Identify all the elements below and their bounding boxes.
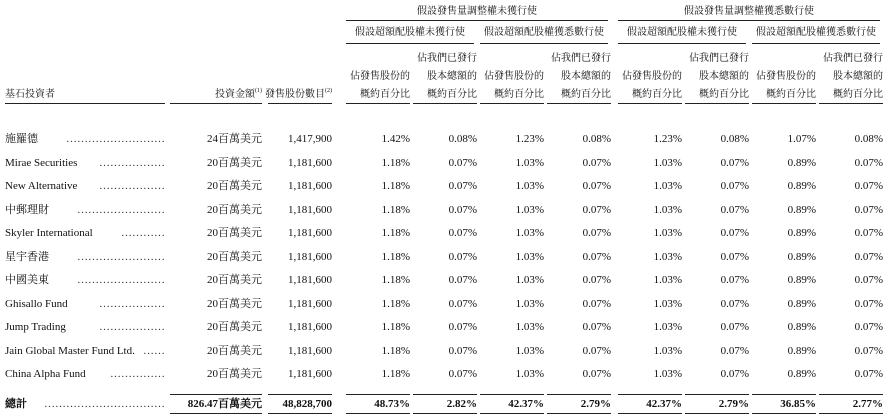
pct-value-8: 0.07% <box>854 227 883 239</box>
header-rule-pct-3 <box>480 103 544 104</box>
total-rule-shares <box>268 394 332 395</box>
pct-value-2: 0.07% <box>448 251 477 263</box>
header-rule-shares <box>268 103 332 104</box>
pct-value-6: 0.07% <box>720 321 749 333</box>
pct-value-4: 0.07% <box>582 298 611 310</box>
total-rule-amount <box>170 394 262 395</box>
pct-value-3: 1.03% <box>515 368 544 380</box>
pct-value-8: 0.07% <box>854 274 883 286</box>
pct-value-6: 0.07% <box>720 180 749 192</box>
pct-value-3: 1.03% <box>515 204 544 216</box>
header-rule-pct-5 <box>618 103 682 104</box>
sub-rule-4 <box>752 43 880 44</box>
column-header-amount <box>170 88 262 101</box>
header-rule-pct-7 <box>752 103 816 104</box>
pct-col-header-8-line-2: 股本總額的 <box>833 71 883 82</box>
pct-value-7: 0.89% <box>787 251 816 263</box>
pct-value-1: 1.18% <box>381 274 410 286</box>
pct-value-4: 0.07% <box>582 157 611 169</box>
offer-shares: 1,181,600 <box>288 227 332 239</box>
pct-value-1: 1.42% <box>381 133 410 145</box>
pct-col-header-8-line-3: 概約百分比 <box>833 89 883 100</box>
sub-header-1: 假設超額配股權未獲行使 <box>355 27 465 38</box>
investment-amount: 20百萬美元 <box>207 251 262 263</box>
pct-value-1: 1.18% <box>381 321 410 333</box>
total-pct-2: 2.82% <box>446 398 477 410</box>
pct-value-4: 0.08% <box>582 133 611 145</box>
investment-amount: 20百萬美元 <box>207 368 262 380</box>
sub-header-4: 假設超額配股權獲悉數行使 <box>756 27 876 38</box>
pct-value-5: 1.03% <box>653 274 682 286</box>
pct-value-2: 0.07% <box>448 227 477 239</box>
amount-label: 投資金額 <box>215 89 255 100</box>
total-shares: 48,828,700 <box>282 398 332 410</box>
column-header-shares <box>262 88 332 101</box>
total-pct-6: 2.79% <box>718 398 749 410</box>
pct-value-5: 1.03% <box>653 368 682 380</box>
pct-value-8: 0.08% <box>854 133 883 145</box>
pct-value-5: 1.03% <box>653 204 682 216</box>
pct-value-2: 0.08% <box>448 133 477 145</box>
header-rule-pct-1 <box>346 103 410 104</box>
leader-dots: …………………… <box>77 204 165 216</box>
pct-value-6: 0.07% <box>720 368 749 380</box>
pct-value-4: 0.07% <box>582 345 611 357</box>
total-rule-pct-2 <box>413 394 477 395</box>
pct-value-4: 0.07% <box>582 368 611 380</box>
total-pct-4: 2.79% <box>580 398 611 410</box>
pct-value-3: 1.03% <box>515 274 544 286</box>
pct-value-6: 0.07% <box>720 345 749 357</box>
header-rule-investor <box>5 103 165 104</box>
investment-amount: 24百萬美元 <box>207 133 262 145</box>
sub-rule-2 <box>480 43 608 44</box>
investment-amount: 20百萬美元 <box>207 204 262 216</box>
offer-shares: 1,181,600 <box>288 298 332 310</box>
leader-dots: ……………………… <box>66 133 165 145</box>
total-underline-pct-6 <box>685 413 749 414</box>
leader-dots: ………… <box>121 227 165 239</box>
pct-value-1: 1.18% <box>381 251 410 263</box>
pct-value-2: 0.07% <box>448 368 477 380</box>
offer-shares: 1,181,600 <box>288 321 332 333</box>
total-rule-pct-8 <box>819 394 883 395</box>
pct-value-2: 0.07% <box>448 298 477 310</box>
offer-shares: 1,181,600 <box>288 345 332 357</box>
pct-col-header-4-line-2: 股本總額的 <box>561 71 611 82</box>
investor-name: 中國美東 <box>5 274 49 286</box>
pct-value-6: 0.07% <box>720 251 749 263</box>
total-label: 總計 <box>5 398 27 410</box>
header-rule-pct-2 <box>413 103 477 104</box>
total-underline-pct-2 <box>413 413 477 414</box>
pct-col-header-5-line-2: 概約百分比 <box>632 89 682 100</box>
pct-value-2: 0.07% <box>448 157 477 169</box>
sub-header-2: 假設超額配股權獲悉數行使 <box>484 27 604 38</box>
total-rule-pct-6 <box>685 394 749 395</box>
pct-value-1: 1.18% <box>381 368 410 380</box>
offer-shares: 1,417,900 <box>288 133 332 145</box>
pct-value-1: 1.18% <box>381 345 410 357</box>
pct-col-header-2-line-1: 佔我們已發行 <box>417 53 477 64</box>
pct-value-7: 0.89% <box>787 227 816 239</box>
header-rule-pct-6 <box>685 103 749 104</box>
total-underline-pct-8 <box>819 413 883 414</box>
pct-value-6: 0.07% <box>720 274 749 286</box>
header-rule-pct-4 <box>547 103 611 104</box>
pct-value-5: 1.03% <box>653 298 682 310</box>
sub-rule-1 <box>346 43 474 44</box>
group-header-not-exercised: 假設發售量調整權未獲行使 <box>417 6 537 17</box>
pct-value-8: 0.07% <box>854 180 883 192</box>
pct-value-7: 0.89% <box>787 321 816 333</box>
investor-name: Mirae Securities <box>5 157 78 169</box>
pct-value-1: 1.18% <box>381 204 410 216</box>
total-underline-pct-4 <box>547 413 611 414</box>
offer-shares: 1,181,600 <box>288 251 332 263</box>
leader-dots: ……………… <box>99 298 165 310</box>
shares-label: 發售股份數目 <box>265 89 325 100</box>
pct-value-5: 1.03% <box>653 345 682 357</box>
pct-col-header-6-line-1: 佔我們已發行 <box>689 53 749 64</box>
pct-col-header-6-line-3: 概約百分比 <box>699 89 749 100</box>
pct-value-8: 0.07% <box>854 345 883 357</box>
pct-value-1: 1.18% <box>381 227 410 239</box>
pct-col-header-1-line-1: 佔發售股份的 <box>350 71 410 82</box>
pct-value-3: 1.03% <box>515 298 544 310</box>
investor-name: 施羅德 <box>5 133 38 145</box>
pct-col-header-1-line-2: 概約百分比 <box>360 89 410 100</box>
pct-value-8: 0.07% <box>854 368 883 380</box>
pct-value-4: 0.07% <box>582 274 611 286</box>
group-rule-a <box>346 20 608 21</box>
pct-value-5: 1.03% <box>653 157 682 169</box>
pct-value-4: 0.07% <box>582 251 611 263</box>
investment-amount: 20百萬美元 <box>207 180 262 192</box>
pct-col-header-4-line-1: 佔我們已發行 <box>551 53 611 64</box>
leader-dots: …………… <box>110 368 165 380</box>
group-header-fully-exercised: 假設發售量調整權獲悉數行使 <box>684 6 814 17</box>
pct-value-2: 0.07% <box>448 180 477 192</box>
total-underline-pct-7 <box>752 413 816 414</box>
investor-name: New Alternative <box>5 180 78 192</box>
pct-value-8: 0.07% <box>854 298 883 310</box>
offer-shares: 1,181,600 <box>288 368 332 380</box>
pct-value-4: 0.07% <box>582 204 611 216</box>
header-rule-amount <box>170 103 262 104</box>
total-pct-8: 2.77% <box>852 398 883 410</box>
pct-value-8: 0.07% <box>854 157 883 169</box>
pct-value-1: 1.18% <box>381 298 410 310</box>
total-leader-dots: …………………………… <box>44 398 165 410</box>
pct-value-8: 0.07% <box>854 251 883 263</box>
pct-col-header-2-line-3: 概約百分比 <box>427 89 477 100</box>
pct-value-3: 1.03% <box>515 251 544 263</box>
pct-value-5: 1.03% <box>653 321 682 333</box>
pct-col-header-7-line-2: 概約百分比 <box>766 89 816 100</box>
pct-value-5: 1.23% <box>653 133 682 145</box>
sub-rule-3 <box>618 43 746 44</box>
pct-value-3: 1.03% <box>515 180 544 192</box>
investor-name: Skyler International <box>5 227 93 239</box>
pct-col-header-6-line-2: 股本總額的 <box>699 71 749 82</box>
pct-value-3: 1.03% <box>515 321 544 333</box>
pct-value-6: 0.07% <box>720 157 749 169</box>
leader-dots: ……………… <box>99 180 165 192</box>
total-rule-pct-5 <box>618 394 682 395</box>
pct-value-5: 1.03% <box>653 251 682 263</box>
pct-value-6: 0.07% <box>720 298 749 310</box>
sub-header-3: 假設超額配股權未獲行使 <box>627 27 737 38</box>
pct-col-header-8-line-1: 佔我們已發行 <box>823 53 883 64</box>
total-pct-3: 42.37% <box>508 398 544 410</box>
pct-value-1: 1.18% <box>381 157 410 169</box>
header-rule-pct-8 <box>819 103 883 104</box>
pct-value-7: 0.89% <box>787 180 816 192</box>
pct-value-4: 0.07% <box>582 180 611 192</box>
pct-value-7: 0.89% <box>787 298 816 310</box>
investor-name: Ghisallo Fund <box>5 298 68 310</box>
pct-value-7: 0.89% <box>787 274 816 286</box>
total-rule-pct-7 <box>752 394 816 395</box>
pct-value-2: 0.07% <box>448 274 477 286</box>
pct-value-3: 1.03% <box>515 157 544 169</box>
pct-value-3: 1.23% <box>515 133 544 145</box>
offer-shares: 1,181,600 <box>288 274 332 286</box>
pct-value-8: 0.07% <box>854 204 883 216</box>
investor-name: Jump Trading <box>5 321 66 333</box>
leader-dots: ……………… <box>99 157 165 169</box>
leader-dots: …………………… <box>77 274 165 286</box>
pct-value-7: 0.89% <box>787 204 816 216</box>
investment-amount: 20百萬美元 <box>207 227 262 239</box>
pct-col-header-3-line-2: 概約百分比 <box>494 89 544 100</box>
investor-name: China Alpha Fund <box>5 368 86 380</box>
pct-value-3: 1.03% <box>515 345 544 357</box>
pct-value-8: 0.07% <box>854 321 883 333</box>
leader-dots: ……………… <box>99 321 165 333</box>
pct-col-header-3-line-1: 佔發售股份的 <box>484 71 544 82</box>
pct-value-1: 1.18% <box>381 180 410 192</box>
total-underline-amount <box>170 413 262 414</box>
group-rule-b <box>618 20 880 21</box>
offer-shares: 1,181,600 <box>288 157 332 169</box>
total-underline-pct-5 <box>618 413 682 414</box>
amount-footnote-ref: (1) <box>255 88 262 94</box>
total-pct-1: 48.73% <box>374 398 410 410</box>
pct-col-header-5-line-1: 佔發售股份的 <box>622 71 682 82</box>
investment-amount: 20百萬美元 <box>207 345 262 357</box>
pct-value-6: 0.07% <box>720 227 749 239</box>
leader-dots: …… <box>143 345 165 357</box>
pct-col-header-2-line-2: 股本總額的 <box>427 71 477 82</box>
pct-value-5: 1.03% <box>653 227 682 239</box>
total-underline-pct-3 <box>480 413 544 414</box>
total-rule-pct-3 <box>480 394 544 395</box>
investment-amount: 20百萬美元 <box>207 298 262 310</box>
offer-shares: 1,181,600 <box>288 180 332 192</box>
column-header-investor: 基石投資者 <box>5 89 55 100</box>
total-rule-pct-4 <box>547 394 611 395</box>
pct-value-5: 1.03% <box>653 180 682 192</box>
pct-value-7: 0.89% <box>787 345 816 357</box>
pct-value-7: 1.07% <box>787 133 816 145</box>
investor-name: Jain Global Master Fund Ltd. <box>5 345 135 357</box>
pct-col-header-7-line-1: 佔發售股份的 <box>756 71 816 82</box>
total-amount: 826.47百萬美元 <box>187 398 262 410</box>
total-pct-5: 42.37% <box>646 398 682 410</box>
leader-dots: …………………… <box>77 251 165 263</box>
pct-value-2: 0.07% <box>448 321 477 333</box>
offer-shares: 1,181,600 <box>288 204 332 216</box>
pct-value-4: 0.07% <box>582 227 611 239</box>
pct-value-3: 1.03% <box>515 227 544 239</box>
total-pct-7: 36.85% <box>780 398 816 410</box>
pct-col-header-4-line-3: 概約百分比 <box>561 89 611 100</box>
pct-value-2: 0.07% <box>448 345 477 357</box>
total-underline-shares <box>268 413 332 414</box>
pct-value-4: 0.07% <box>582 321 611 333</box>
pct-value-6: 0.07% <box>720 204 749 216</box>
pct-value-6: 0.08% <box>720 133 749 145</box>
total-underline-pct-1 <box>346 413 410 414</box>
investment-amount: 20百萬美元 <box>207 321 262 333</box>
pct-value-7: 0.89% <box>787 157 816 169</box>
investment-amount: 20百萬美元 <box>207 157 262 169</box>
total-rule-pct-1 <box>346 394 410 395</box>
investment-amount: 20百萬美元 <box>207 274 262 286</box>
pct-value-7: 0.89% <box>787 368 816 380</box>
investor-name: 星宇香港 <box>5 251 49 263</box>
investor-name: 中郵理財 <box>5 204 49 216</box>
shares-footnote-ref: (2) <box>325 88 332 94</box>
pct-value-2: 0.07% <box>448 204 477 216</box>
